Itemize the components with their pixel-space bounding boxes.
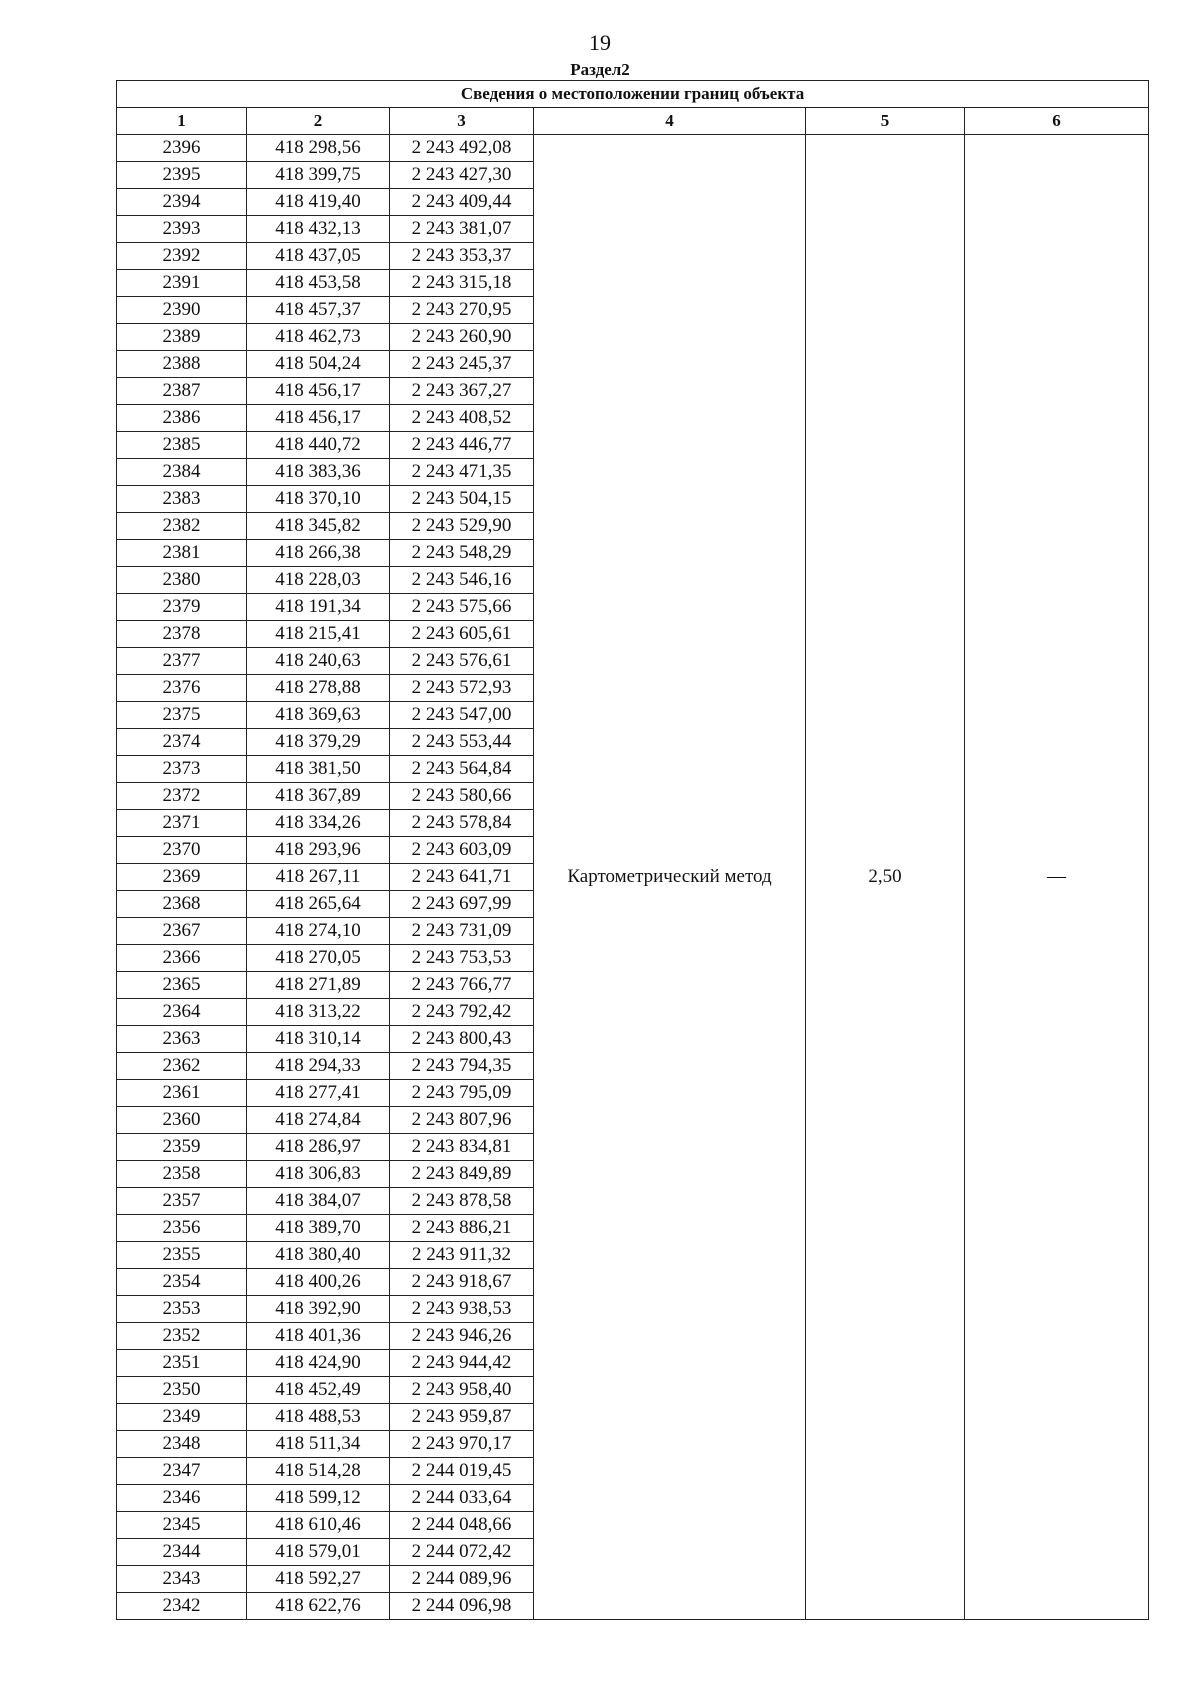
boundary-table (116, 80, 1149, 1620)
y-coordinate-cell: 2 243 492,08 (390, 135, 534, 162)
point-number-cell: 2368 (117, 891, 247, 918)
x-coordinate-cell: 418 274,84 (247, 1107, 390, 1134)
x-coordinate-cell: 418 334,26 (247, 810, 390, 837)
y-coordinate-cell: 2 244 033,64 (390, 1485, 534, 1512)
y-coordinate-cell: 2 243 959,87 (390, 1404, 534, 1431)
y-coordinate-cell: 2 243 580,66 (390, 783, 534, 810)
point-number-cell: 2383 (117, 486, 247, 513)
point-number-cell: 2357 (117, 1188, 247, 1215)
point-number-cell: 2362 (117, 1053, 247, 1080)
y-coordinate-cell: 2 243 849,89 (390, 1161, 534, 1188)
point-number-cell: 2355 (117, 1242, 247, 1269)
point-number-cell: 2360 (117, 1107, 247, 1134)
x-coordinate-cell: 418 228,03 (247, 567, 390, 594)
x-coordinate-cell: 418 389,70 (247, 1215, 390, 1242)
point-number-cell: 2376 (117, 675, 247, 702)
x-coordinate-cell: 418 370,10 (247, 486, 390, 513)
point-number-cell: 2388 (117, 351, 247, 378)
x-coordinate-cell: 418 579,01 (247, 1539, 390, 1566)
x-coordinate-cell: 418 266,38 (247, 540, 390, 567)
section-label: Раздел2 (570, 60, 630, 79)
y-coordinate-cell: 2 243 766,77 (390, 972, 534, 999)
y-coordinate-cell: 2 243 946,26 (390, 1323, 534, 1350)
x-coordinate-cell: 418 437,05 (247, 243, 390, 270)
column-header: 3 (390, 108, 534, 135)
x-coordinate-cell: 418 610,46 (247, 1512, 390, 1539)
point-number-cell: 2353 (117, 1296, 247, 1323)
y-coordinate-cell: 2 243 641,71 (390, 864, 534, 891)
y-coordinate-cell: 2 243 260,90 (390, 324, 534, 351)
y-coordinate-cell: 2 243 753,53 (390, 945, 534, 972)
y-coordinate-cell: 2 243 548,29 (390, 540, 534, 567)
x-coordinate-cell: 418 384,07 (247, 1188, 390, 1215)
point-number-cell: 2364 (117, 999, 247, 1026)
y-coordinate-cell: 2 243 575,66 (390, 594, 534, 621)
y-coordinate-cell: 2 243 553,44 (390, 729, 534, 756)
column-header: 5 (806, 108, 965, 135)
point-number-cell: 2381 (117, 540, 247, 567)
table-row (117, 135, 1149, 162)
y-coordinate-cell: 2 243 794,35 (390, 1053, 534, 1080)
table-caption-row (117, 81, 1149, 108)
y-coordinate-cell: 2 243 911,32 (390, 1242, 534, 1269)
y-coordinate-cell: 2 243 315,18 (390, 270, 534, 297)
x-coordinate-cell: 418 440,72 (247, 432, 390, 459)
y-coordinate-cell: 2 243 800,43 (390, 1026, 534, 1053)
point-number-cell: 2384 (117, 459, 247, 486)
point-number-cell: 2387 (117, 378, 247, 405)
column-header: 2 (247, 108, 390, 135)
x-coordinate-cell: 418 456,17 (247, 378, 390, 405)
x-coordinate-cell: 418 313,22 (247, 999, 390, 1026)
point-number-cell: 2369 (117, 864, 247, 891)
x-coordinate-cell: 418 265,64 (247, 891, 390, 918)
point-number-cell: 2361 (117, 1080, 247, 1107)
point-number-cell: 2344 (117, 1539, 247, 1566)
x-coordinate-cell: 418 401,36 (247, 1323, 390, 1350)
column-header: 4 (534, 108, 806, 135)
y-coordinate-cell: 2 243 886,21 (390, 1215, 534, 1242)
y-coordinate-cell: 2 244 089,96 (390, 1566, 534, 1593)
point-number-cell: 2390 (117, 297, 247, 324)
x-coordinate-cell: 418 310,14 (247, 1026, 390, 1053)
y-coordinate-cell: 2 243 958,40 (390, 1377, 534, 1404)
y-coordinate-cell: 2 243 944,42 (390, 1350, 534, 1377)
x-coordinate-cell: 418 453,58 (247, 270, 390, 297)
x-coordinate-cell: 418 379,29 (247, 729, 390, 756)
point-number-cell: 2395 (117, 162, 247, 189)
point-number-cell: 2382 (117, 513, 247, 540)
point-number-cell: 2351 (117, 1350, 247, 1377)
y-coordinate-cell: 2 244 048,66 (390, 1512, 534, 1539)
y-coordinate-cell: 2 243 270,95 (390, 297, 534, 324)
point-number-cell: 2391 (117, 270, 247, 297)
point-number-cell: 2343 (117, 1566, 247, 1593)
x-coordinate-cell: 418 599,12 (247, 1485, 390, 1512)
point-number-cell: 2386 (117, 405, 247, 432)
column-header: 1 (117, 108, 247, 135)
point-number-cell: 2359 (117, 1134, 247, 1161)
y-coordinate-cell: 2 243 245,37 (390, 351, 534, 378)
y-coordinate-cell: 2 243 529,90 (390, 513, 534, 540)
page-number: 19 (589, 30, 611, 55)
point-number-cell: 2393 (117, 216, 247, 243)
point-number-cell: 2396 (117, 135, 247, 162)
x-coordinate-cell: 418 488,53 (247, 1404, 390, 1431)
y-coordinate-cell: 2 243 807,96 (390, 1107, 534, 1134)
column-header: 6 (965, 108, 1149, 135)
x-coordinate-cell: 418 293,96 (247, 837, 390, 864)
x-coordinate-cell: 418 514,28 (247, 1458, 390, 1485)
point-number-cell: 2348 (117, 1431, 247, 1458)
x-coordinate-cell: 418 504,24 (247, 351, 390, 378)
point-number-cell: 2370 (117, 837, 247, 864)
y-coordinate-cell: 2 244 096,98 (390, 1593, 534, 1620)
y-coordinate-cell: 2 243 795,09 (390, 1080, 534, 1107)
point-number-cell: 2342 (117, 1593, 247, 1620)
point-number-cell: 2379 (117, 594, 247, 621)
x-coordinate-cell: 418 462,73 (247, 324, 390, 351)
point-number-cell: 2371 (117, 810, 247, 837)
x-coordinate-cell: 418 622,76 (247, 1593, 390, 1620)
x-coordinate-cell: 418 215,41 (247, 621, 390, 648)
y-coordinate-cell: 2 243 834,81 (390, 1134, 534, 1161)
x-coordinate-cell: 418 392,90 (247, 1296, 390, 1323)
point-number-cell: 2346 (117, 1485, 247, 1512)
y-coordinate-cell: 2 243 381,07 (390, 216, 534, 243)
y-coordinate-cell: 2 243 427,30 (390, 162, 534, 189)
point-number-cell: 2372 (117, 783, 247, 810)
x-coordinate-cell: 418 592,27 (247, 1566, 390, 1593)
y-coordinate-cell: 2 243 546,16 (390, 567, 534, 594)
x-coordinate-cell: 418 267,11 (247, 864, 390, 891)
x-coordinate-cell: 418 270,05 (247, 945, 390, 972)
table-body (117, 135, 1149, 1620)
x-coordinate-cell: 418 399,75 (247, 162, 390, 189)
y-coordinate-cell: 2 243 697,99 (390, 891, 534, 918)
point-number-cell: 2365 (117, 972, 247, 999)
y-coordinate-cell: 2 243 409,44 (390, 189, 534, 216)
y-coordinate-cell: 2 243 605,61 (390, 621, 534, 648)
point-number-cell: 2356 (117, 1215, 247, 1242)
point-number-cell: 2347 (117, 1458, 247, 1485)
point-number-cell: 2352 (117, 1323, 247, 1350)
y-coordinate-cell: 2 243 547,00 (390, 702, 534, 729)
x-coordinate-cell: 418 369,63 (247, 702, 390, 729)
point-number-cell: 2350 (117, 1377, 247, 1404)
x-coordinate-cell: 418 452,49 (247, 1377, 390, 1404)
x-coordinate-cell: 418 457,37 (247, 297, 390, 324)
point-number-cell: 2367 (117, 918, 247, 945)
method-cell: Картометрический метод (534, 135, 806, 1620)
point-number-cell: 2358 (117, 1161, 247, 1188)
x-coordinate-cell: 418 191,34 (247, 594, 390, 621)
y-coordinate-cell: 2 243 578,84 (390, 810, 534, 837)
point-number-cell: 2373 (117, 756, 247, 783)
accuracy-cell: 2,50 (806, 135, 965, 1620)
point-number-cell: 2345 (117, 1512, 247, 1539)
point-number-cell: 2363 (117, 1026, 247, 1053)
y-coordinate-cell: 2 243 792,42 (390, 999, 534, 1026)
y-coordinate-cell: 2 243 367,27 (390, 378, 534, 405)
point-number-cell: 2385 (117, 432, 247, 459)
point-number-cell: 2392 (117, 243, 247, 270)
y-coordinate-cell: 2 243 938,53 (390, 1296, 534, 1323)
x-coordinate-cell: 418 383,36 (247, 459, 390, 486)
point-number-cell: 2377 (117, 648, 247, 675)
x-coordinate-cell: 418 277,41 (247, 1080, 390, 1107)
x-coordinate-cell: 418 306,83 (247, 1161, 390, 1188)
y-coordinate-cell: 2 243 446,77 (390, 432, 534, 459)
x-coordinate-cell: 418 286,97 (247, 1134, 390, 1161)
point-number-cell: 2374 (117, 729, 247, 756)
x-coordinate-cell: 418 511,34 (247, 1431, 390, 1458)
x-coordinate-cell: 418 424,90 (247, 1350, 390, 1377)
column-header-row (117, 108, 1149, 135)
x-coordinate-cell: 418 298,56 (247, 135, 390, 162)
x-coordinate-cell: 418 278,88 (247, 675, 390, 702)
x-coordinate-cell: 418 381,50 (247, 756, 390, 783)
x-coordinate-cell: 418 271,89 (247, 972, 390, 999)
x-coordinate-cell: 418 367,89 (247, 783, 390, 810)
point-number-cell: 2354 (117, 1269, 247, 1296)
point-number-cell: 2366 (117, 945, 247, 972)
x-coordinate-cell: 418 294,33 (247, 1053, 390, 1080)
y-coordinate-cell: 2 243 603,09 (390, 837, 534, 864)
x-coordinate-cell: 418 274,10 (247, 918, 390, 945)
y-coordinate-cell: 2 243 504,15 (390, 486, 534, 513)
y-coordinate-cell: 2 243 731,09 (390, 918, 534, 945)
x-coordinate-cell: 418 432,13 (247, 216, 390, 243)
x-coordinate-cell: 418 240,63 (247, 648, 390, 675)
point-number-cell: 2389 (117, 324, 247, 351)
y-coordinate-cell: 2 243 564,84 (390, 756, 534, 783)
note-cell: — (965, 135, 1149, 1620)
y-coordinate-cell: 2 243 572,93 (390, 675, 534, 702)
y-coordinate-cell: 2 243 408,52 (390, 405, 534, 432)
table-caption: Сведения о местоположении границ объекта (117, 81, 1149, 108)
x-coordinate-cell: 418 400,26 (247, 1269, 390, 1296)
y-coordinate-cell: 2 243 918,67 (390, 1269, 534, 1296)
point-number-cell: 2380 (117, 567, 247, 594)
y-coordinate-cell: 2 244 019,45 (390, 1458, 534, 1485)
y-coordinate-cell: 2 243 576,61 (390, 648, 534, 675)
y-coordinate-cell: 2 243 471,35 (390, 459, 534, 486)
x-coordinate-cell: 418 345,82 (247, 513, 390, 540)
y-coordinate-cell: 2 244 072,42 (390, 1539, 534, 1566)
y-coordinate-cell: 2 243 970,17 (390, 1431, 534, 1458)
point-number-cell: 2394 (117, 189, 247, 216)
x-coordinate-cell: 418 419,40 (247, 189, 390, 216)
y-coordinate-cell: 2 243 878,58 (390, 1188, 534, 1215)
point-number-cell: 2349 (117, 1404, 247, 1431)
x-coordinate-cell: 418 456,17 (247, 405, 390, 432)
y-coordinate-cell: 2 243 353,37 (390, 243, 534, 270)
point-number-cell: 2375 (117, 702, 247, 729)
point-number-cell: 2378 (117, 621, 247, 648)
x-coordinate-cell: 418 380,40 (247, 1242, 390, 1269)
